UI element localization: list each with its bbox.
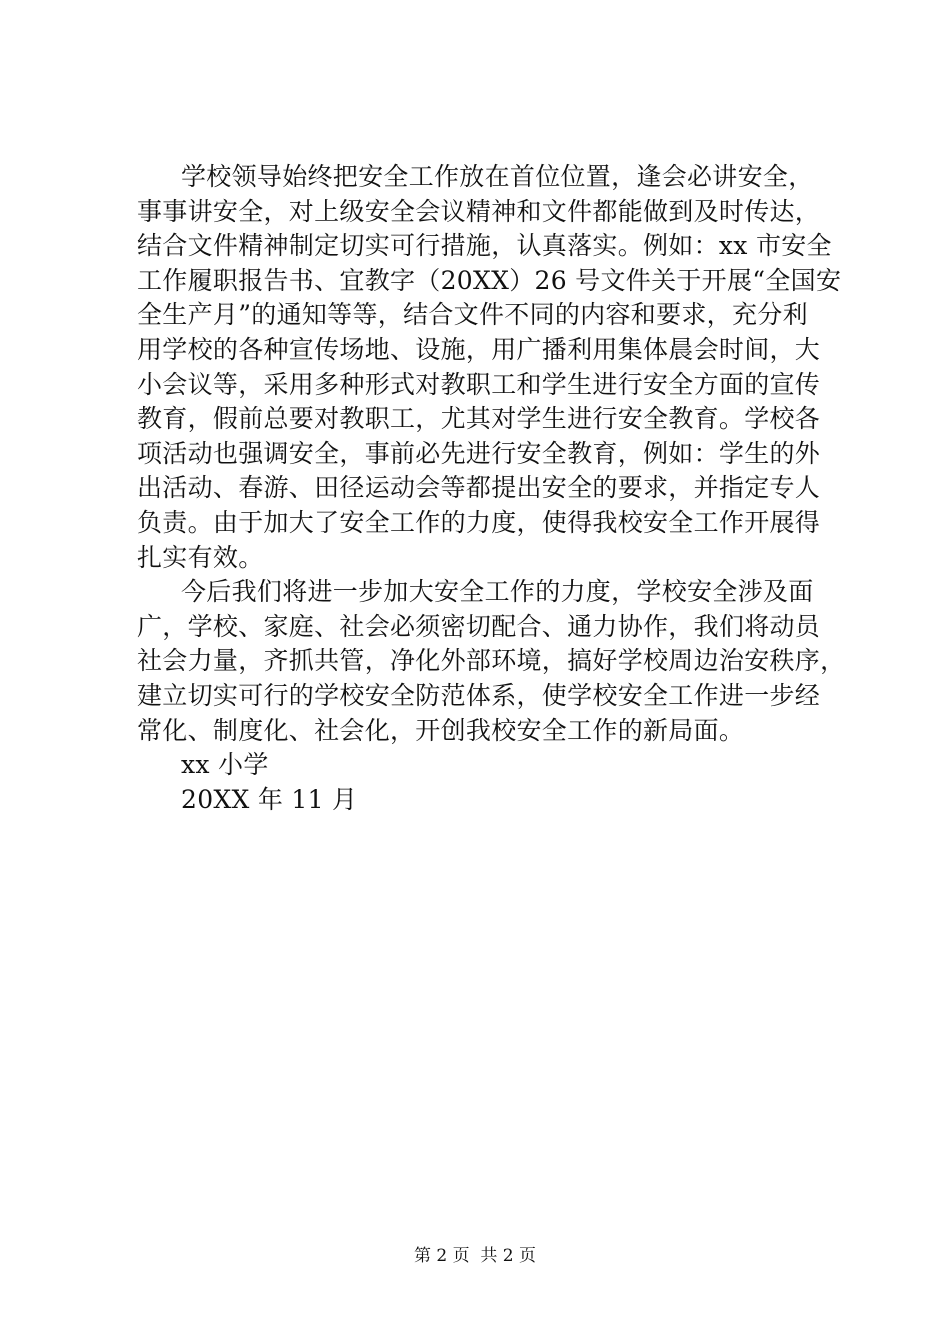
page-footer xyxy=(0,1244,950,1268)
text-line: 建立切实可行的学校安全防范体系，使学校安全工作进一步经 xyxy=(137,680,821,710)
paragraph-1 xyxy=(137,160,842,575)
text-line: 常化、制度化、社会化，开创我校安全工作的新局面。 xyxy=(137,715,745,745)
text-line: 小会议等，采用多种形式对教职工和学生进行安全方面的宣传 xyxy=(137,369,821,399)
signature-organization: xx 小学 xyxy=(181,750,269,780)
text-line: 工作履职报告书、宜教字（20XX）26 号文件关于开展“全国安 xyxy=(137,265,842,295)
text-line: 结合文件精神制定切实可行措施，认真落实。例如：xx 市安全 xyxy=(137,231,832,261)
signature-date: 20XX 年 11 月 xyxy=(181,784,358,814)
text-line: 社会力量，齐抓共管，净化外部环境，搞好学校周边治安秩序， xyxy=(137,646,846,676)
text-line: 扎实有效。 xyxy=(137,542,264,572)
text-line: 学校领导始终把安全工作放在首位位置，逢会必讲安全， xyxy=(181,162,814,191)
text-line: 用学校的各种宣传场地、设施，用广播利用集体晨会时间，大 xyxy=(137,334,821,364)
text-line: 项活动也强调安全，事前必先进行安全教育，例如：学生的外 xyxy=(137,438,821,468)
text-line: 出活动、春游、田径运动会等都提出安全的要求，并指定专人 xyxy=(137,473,821,503)
text-line: 教育，假前总要对教职工，尤其对学生进行安全教育。学校各 xyxy=(137,404,821,434)
paragraph-2 xyxy=(137,575,846,748)
document-body xyxy=(137,160,846,817)
signature-block xyxy=(137,748,837,817)
text-line: 负责。由于加大了安全工作的力度，使得我校安全工作开展得 xyxy=(137,507,821,537)
text-line: 事事讲安全，对上级安全会议精神和文件都能做到及时传达， xyxy=(137,196,821,226)
page-number: 第 2 页 共 2 页 xyxy=(413,1246,537,1266)
text-line: 今后我们将进一步加大安全工作的力度，学校安全涉及面 xyxy=(181,577,814,607)
text-line: 全生产月”的通知等等，结合文件不同的内容和要求，充分利 xyxy=(137,300,808,330)
text-line: 广，学校、家庭、社会必须密切配合、通力协作，我们将动员 xyxy=(137,611,821,641)
